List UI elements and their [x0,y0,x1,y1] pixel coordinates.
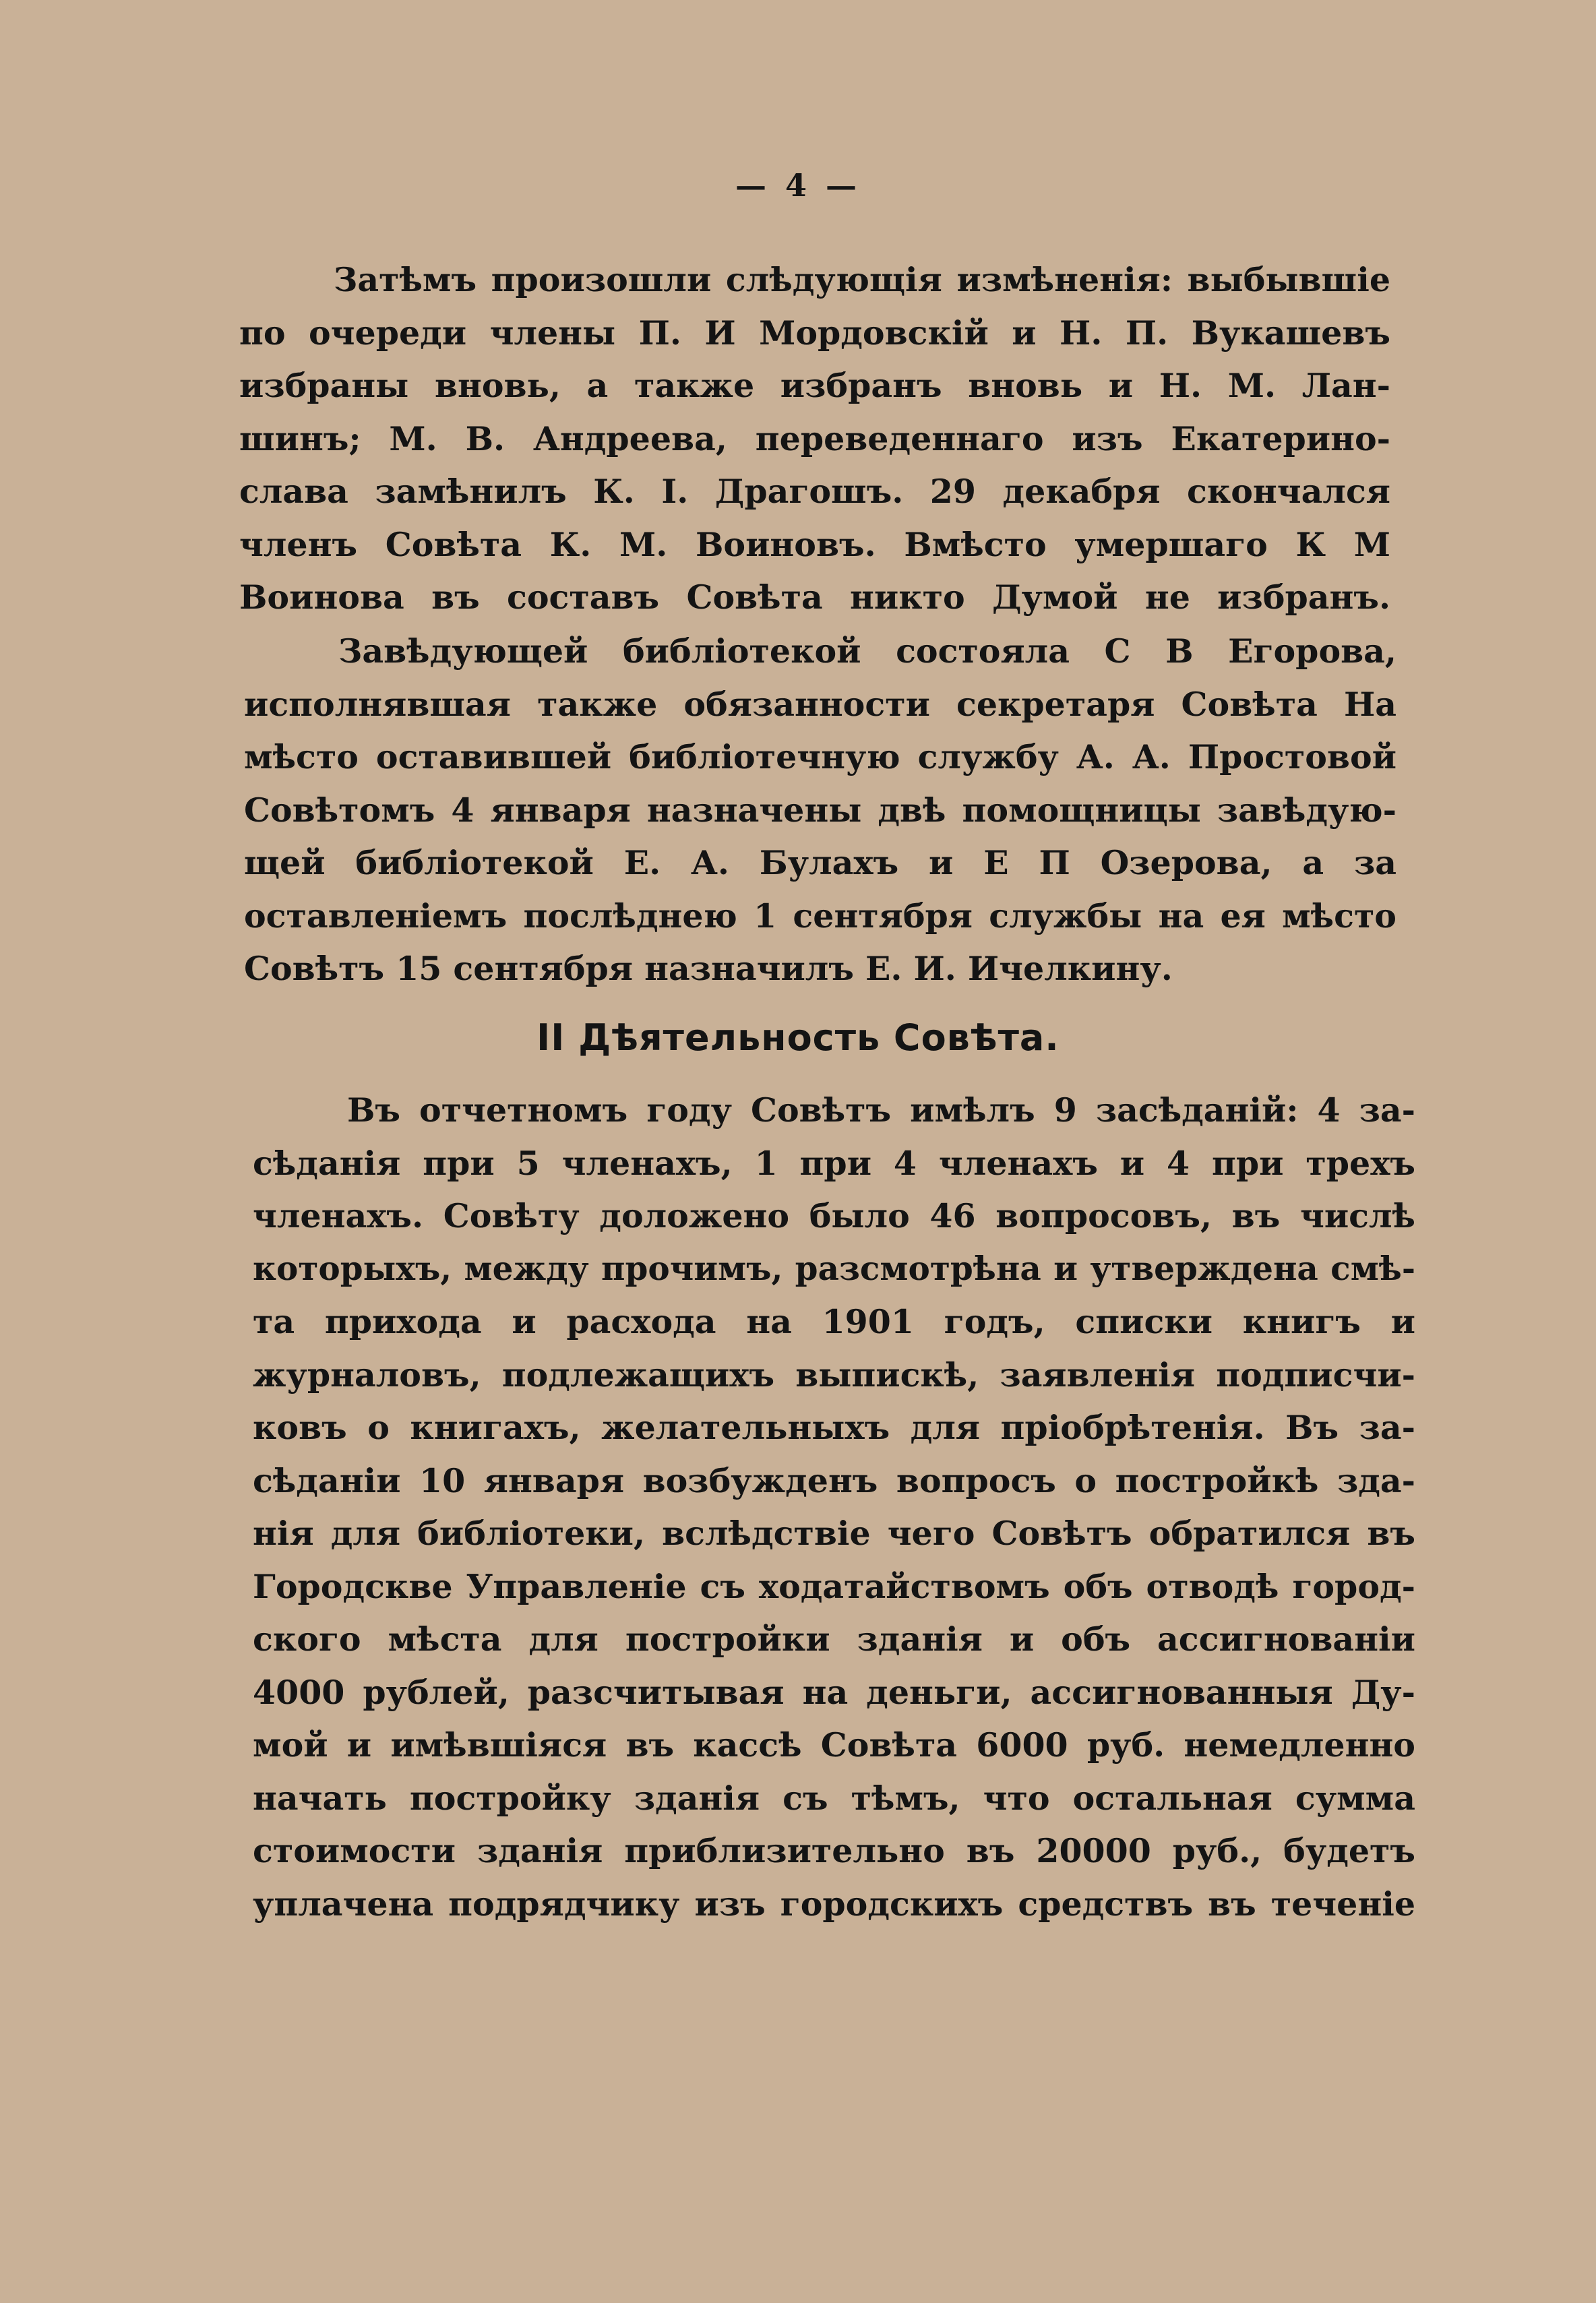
paragraph-library-staff [244,625,1396,995]
text-line: Воинова въ составъ Совѣта никто Думой не избранъ. [239,578,1390,617]
text-line: слава замѣнилъ К. І. Драгошъ. 29 декабря скончался [239,472,1390,511]
text-line: избраны вновь, а также избранъ вновь и Н. М. Лан- [239,366,1390,405]
text-line: ского мѣста для постройки зданія и объ ассигнованіи [253,1620,1415,1659]
text-line: по очереди члены П. И Мордовскій и Н. П. Вукашевъ [239,313,1390,352]
text-line: ковъ о книгахъ, желательныхъ для пріобрѣтенія. Въ за- [253,1408,1415,1447]
text-line: журналовъ, подлежащихъ выпискѣ, заявленія подписчи- [253,1355,1415,1394]
text-line: членъ Совѣта К. М. Воиновъ. Вмѣсто умершаго К М [239,524,1390,564]
section-heading: II Дѣятельность Совѣта. [536,1016,1060,1059]
text-line: та прихода и расхода на 1901 годъ, списки книгъ и [253,1302,1415,1341]
text-line: сѣданія при 5 членахъ, 1 при 4 членахъ и 4 при трехъ [253,1143,1415,1183]
text-line: Совѣтъ 15 сентября назначилъ Е. И. Ичелкину. [244,949,1173,988]
text-line: щей библіотекой Е. А. Булахъ и Е П Озерова, а за [244,843,1396,882]
text-line: Завѣдующей библіотекой состояла С В Егорова, [338,632,1396,671]
text-line: Затѣмъ произошли слѣдующія измѣненія: выбывшіе [334,260,1390,299]
text-line: исполнявшая также обязанности секретаря Совѣта На [244,684,1396,724]
text-line: мой и имѣвшіяся въ кассѣ Совѣта 6000 руб. немедленно [253,1725,1415,1764]
text-line: мѣсто оставившей библіотечную службу А. А. Простовой [244,737,1396,776]
text-line: нія для библіотеки, вслѣдствіе чего Совѣтъ обратился въ [253,1514,1415,1553]
page-number: — 4 — [735,167,861,204]
paragraph-council-activity [253,1084,1415,1930]
text-line: 4000 рублей, разсчитывая на деньги, ассигнованныя Ду- [253,1672,1415,1712]
text-line: Совѣтомъ 4 января назначены двѣ помощницы завѣдую- [244,790,1396,830]
text-line: стоимости зданія приблизительно въ 20000 руб., будетъ [253,1831,1415,1870]
text-line: оставленіемъ послѣднею 1 сентября службы на ея мѣсто [244,896,1396,935]
text-line: уплачена подрядчику изъ городскихъ средствъ въ теченіе [253,1884,1415,1924]
text-line: Въ отчетномъ году Совѣтъ имѣлъ 9 засѣданій: 4 за- [347,1091,1415,1130]
text-line: шинъ; М. В. Андреева, переведеннаго изъ Екатерино- [239,419,1390,458]
text-line: сѣданіи 10 января возбужденъ вопросъ о постройкѣ зда- [253,1461,1415,1500]
text-line: членахъ. Совѣту доложено было 46 вопросовъ, въ числѣ [253,1196,1415,1235]
text-line: которыхъ, между прочимъ, разсмотрѣна и утверждена смѣ- [253,1249,1415,1288]
paragraph-membership-changes [239,253,1390,624]
text-line: Городскве Управленіе съ ходатайствомъ объ отводѣ город- [253,1566,1415,1606]
text-line: начать постройку зданія съ тѣмъ, что остальная сумма [253,1778,1415,1818]
